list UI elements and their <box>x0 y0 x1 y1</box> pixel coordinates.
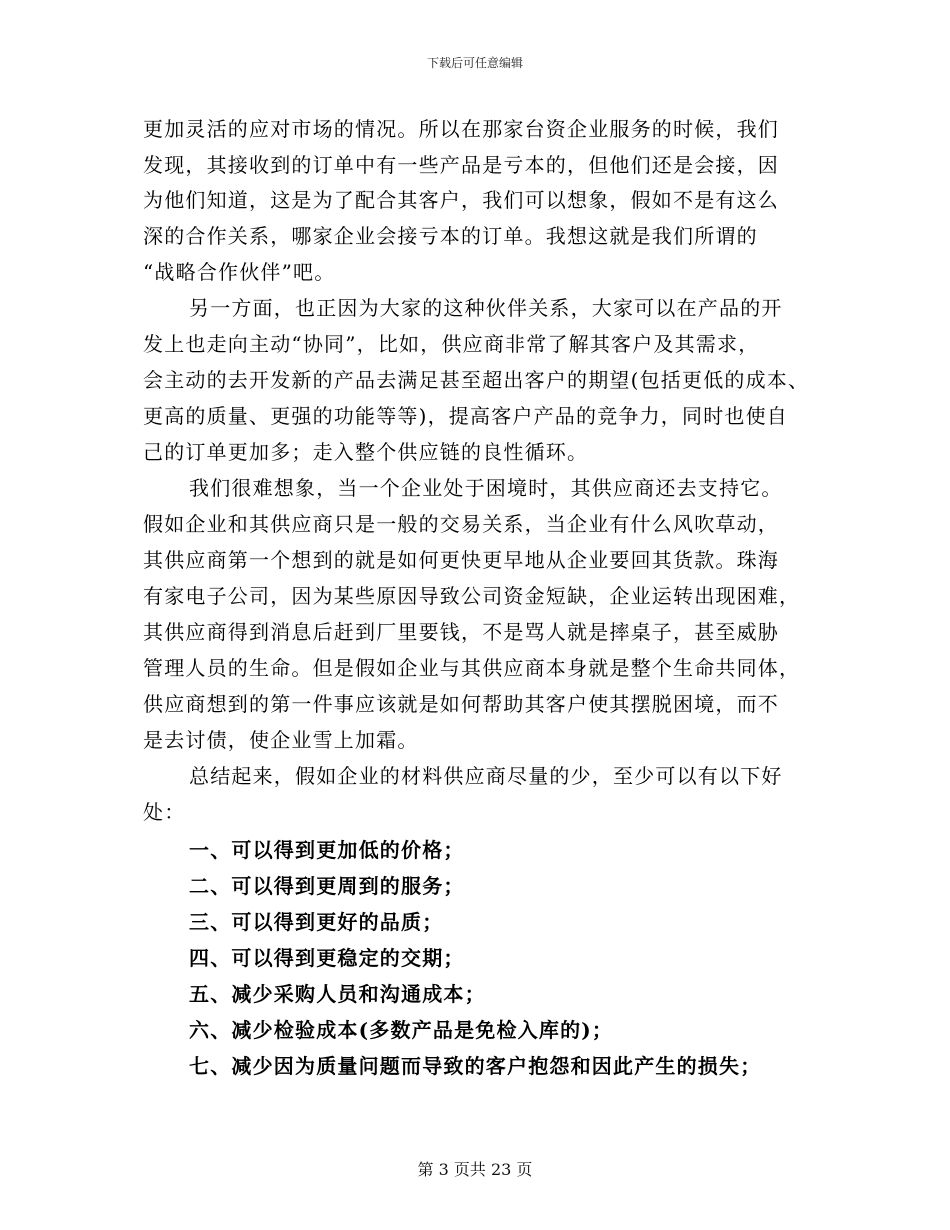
paragraph-line: “战略合作伙伴”吧。 <box>143 260 336 284</box>
paragraph-line: 己的订单更加多；走入整个供应链的良性循环。 <box>143 440 589 464</box>
page-header-note: 下载后可任意编辑 <box>426 56 523 70</box>
paragraph-line: 深的合作关系，哪家企业会接亏本的订单。我想这就是我们所谓的 <box>143 224 758 248</box>
paragraph-line: 更高的质量、更强的功能等等)，提高客户产品的竞争力，同时也使自 <box>143 404 789 428</box>
paragraph-line: 为他们知道，这是为了配合其客户，我们可以想象，假如不是有这么 <box>143 188 779 212</box>
paragraph-line: 假如企业和其供应商只是一般的交易关系，当企业有什么风吹草动， <box>143 512 779 536</box>
paragraph-line: 总结起来，假如企业的材料供应商尽量的少，至少可以有以下好 <box>189 764 783 788</box>
benefit-list-item: 六、减少检验成本(多数产品是免检入库的)； <box>189 1018 614 1042</box>
paragraph-line: 其供应商第一个想到的就是如何更快更早地从企业要回其货款。珠海 <box>143 548 779 572</box>
benefit-list-item: 五、减少采购人员和沟通成本； <box>189 982 486 1006</box>
paragraph-line: 是去讨债，使企业雪上加霜。 <box>143 728 419 752</box>
paragraph-line: 有家电子公司，因为某些原因导致公司资金短缺，企业运转出现困难， <box>143 584 801 608</box>
benefit-list-item: 一、可以得到更加低的价格； <box>189 838 465 862</box>
benefit-list-item: 二、可以得到更周到的服务； <box>189 874 465 898</box>
paragraph-line: 更加灵活的应对市场的情况。所以在那家台资企业服务的时候，我们 <box>143 117 779 141</box>
paragraph-line: 发上也走向主动“协同”，比如，供应商非常了解其客户及其需求， <box>143 332 760 356</box>
paragraph-line: 管理人员的生命。但是假如企业与其供应商本身就是整个生命共同体， <box>143 656 801 680</box>
paragraph-line: 其供应商得到消息后赶到厂里要钱，不是骂人就是摔桌子，甚至威胁 <box>143 620 779 644</box>
paragraph-line: 处： <box>143 800 186 824</box>
paragraph-line: 发现，其接收到的订单中有一些产品是亏本的，但他们还是会接，因 <box>143 153 779 177</box>
benefit-list-item: 四、可以得到更稳定的交期； <box>189 946 465 970</box>
benefit-list-item: 七、减少因为质量问题而导致的客户抱怨和因此产生的损失； <box>189 1054 762 1078</box>
paragraph-line: 供应商想到的第一件事应该就是如何帮助其客户使其摆脱困境，而不 <box>143 692 779 716</box>
benefit-list-item: 三、可以得到更好的品质； <box>189 910 444 934</box>
paragraph-line: 我们很难想象，当一个企业处于困境时，其供应商还去支持它。 <box>189 476 783 500</box>
paragraph-line: 会主动的去开发新的产品去满足甚至超出客户的期望(包括更低的成本、 <box>143 368 810 392</box>
page-number: 第 3 页共 23 页 <box>417 1160 533 1179</box>
paragraph-line: 另一方面，也正因为大家的这种伙伴关系，大家可以在产品的开 <box>189 296 783 320</box>
